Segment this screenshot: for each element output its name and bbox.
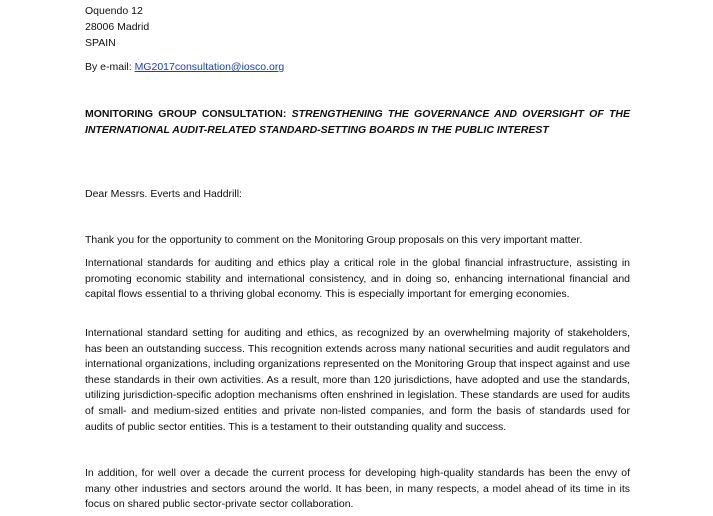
- subject-lead: MONITORING GROUP CONSULTATION:: [85, 108, 292, 120]
- address-line-street: Oquendo 12: [85, 5, 143, 17]
- subject-title: STRENGTHENING THE GOVERNANCE AND OVERSIGHT OF THE INTERNATIONAL AUDIT-RELATED STANDARD-SETTING BOARDS IN THE PUBLIC INTEREST: [85, 108, 630, 136]
- email-prefix: By e-mail:: [85, 61, 135, 73]
- email-line: [85, 60, 284, 74]
- paragraph-success: International standard setting for auditing and ethics, as recognized by an overwhelming majority of stakeholders, has been an outstanding success. This recognition extends across many national securities and audit regulators and international organizations, including organizations represented on the Monitoring Group that inspect against and use these standards in their own activities. As a result, more than 120 jurisdictions, have adopted and use the standards, utilizing jurisdiction-specific adoption mechanisms often enshrined in legislation. These standards are used for audits of small- and medium-sized entities and private non-listed companies, and form the basis of standards used for audits of public sector entities. This is a testament to their outstanding quality and success.: [85, 327, 630, 433]
- address-line-city: 28006 Madrid: [85, 21, 150, 33]
- paragraph-importance: International standards for auditing and ethics play a critical role in the global financial infrastructure, assisting in promoting economic stability and international consistency, and in doing so, enhancing international financial and capital flows essential to a thriving global economy. This is especially important for emerging economies.: [85, 257, 630, 301]
- paragraph-process: In addition, for well over a decade the current process for developing high-quality standards has been the envy of many other industries and sectors around the world. It has been, in many respects, a model ahead of its time in its focus on shared public sector-private sector collaboration.: [85, 467, 630, 511]
- address-line-country: SPAIN: [85, 37, 116, 49]
- subject-heading: [85, 106, 630, 138]
- paragraph-thanks: Thank you for the opportunity to comment on the Monitoring Group proposals on this very important matter.: [85, 234, 583, 246]
- email-link[interactable]: MG2017consultation@iosco.org: [134, 61, 285, 73]
- salutation: Dear Messrs. Everts and Haddrill:: [85, 188, 242, 200]
